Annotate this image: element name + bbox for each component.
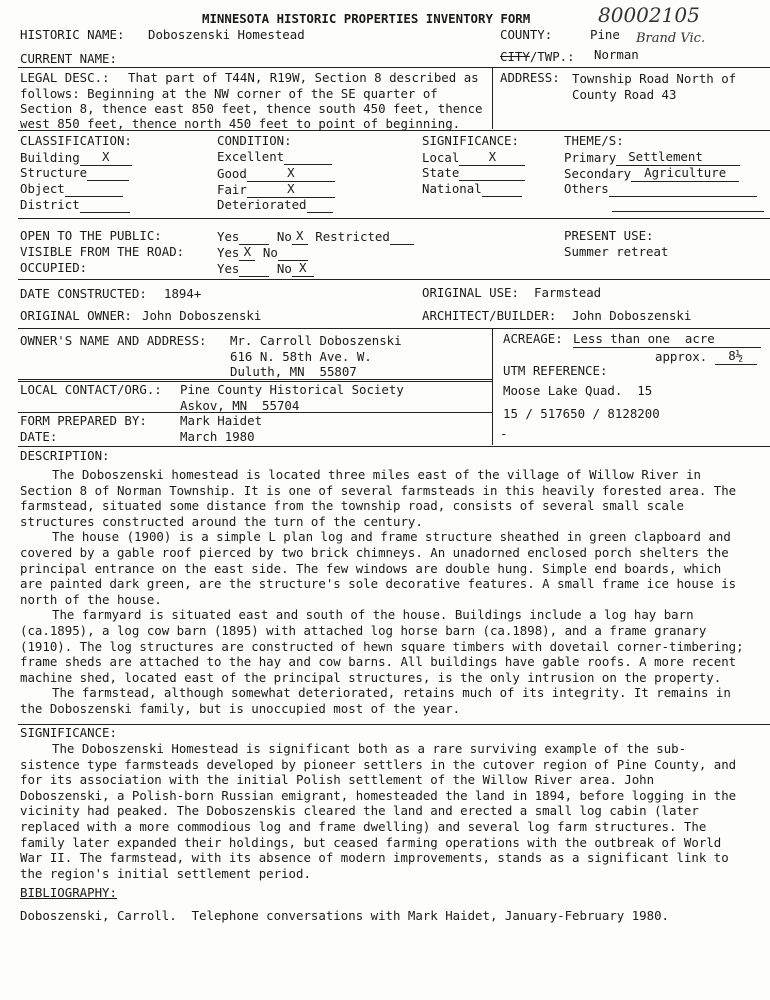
rule [492, 67, 493, 129]
owner-line: Mr. Carroll Doboszenski [230, 333, 402, 348]
utm-quad: Moose Lake Quad. 15 [503, 383, 653, 398]
handwritten-number: 80002105 [598, 3, 700, 27]
sig-state: State [422, 165, 525, 181]
local-contact-line: Askov, MN 55704 [180, 398, 300, 413]
local-contact-line: Pine County Historical Society [180, 382, 404, 397]
twp-value: Norman [594, 47, 639, 62]
date-value: March 1980 [180, 429, 255, 444]
cond-deteriorated: Deteriorated [217, 197, 333, 213]
county-label: COUNTY: [500, 27, 553, 42]
classification-label: CLASSIFICATION: [20, 133, 132, 148]
prepared-by-value: Mark Haidet [180, 413, 263, 428]
utm-label: UTM REFERENCE: [503, 363, 608, 378]
cond-excellent: Excellent [217, 149, 332, 165]
rule [18, 328, 770, 329]
rule [18, 279, 770, 280]
rule [18, 446, 770, 447]
city-twp-label [500, 49, 575, 65]
occupied-options: Yes No X [217, 260, 314, 277]
handwritten-note: Brand Vic. [636, 31, 706, 46]
acreage-value: Less than one acre [573, 331, 761, 348]
bibliography-entry: Doboszenski, Carroll. Telephone conversations with Mark Haidet, January-February 1980. [20, 908, 670, 923]
acreage-label: ACREAGE: [503, 331, 563, 346]
sig-local: Local X [422, 149, 525, 166]
form-title: MINNESOTA HISTORIC PROPERTIES INVENTORY FORM [202, 11, 531, 26]
class-district: District [20, 197, 130, 213]
sig-national: National [422, 181, 522, 197]
rule [492, 328, 493, 445]
date-label: DATE: [20, 429, 58, 444]
visible-road-options: Yes X No [217, 244, 308, 261]
date-constructed-label: DATE CONSTRUCTED: [20, 286, 147, 301]
rule [18, 218, 770, 219]
local-contact-label: LOCAL CONTACT/ORG.: [20, 382, 162, 397]
description-body [20, 467, 744, 717]
county-value: Pine [590, 27, 620, 42]
description-paragraph: The farmstead, although somewhat deteriorated, retains much of its integrity. It remains in the Doboszenski family, but is unoccupied most of the year. [20, 685, 731, 716]
owner-line: Duluth, MN 55807 [230, 364, 357, 379]
architect-label: ARCHITECT/BUILDER: [422, 308, 557, 323]
class-object: Object [20, 181, 123, 197]
rule [18, 67, 770, 68]
blank-line [612, 211, 764, 212]
current-name-label: CURRENT NAME: [20, 51, 117, 66]
owner-label: OWNER'S NAME AND ADDRESS: [20, 333, 207, 348]
open-public-options: Yes No X Restricted [217, 228, 414, 245]
class-structure: Structure [20, 165, 129, 181]
original-use-value: Farmstead [534, 285, 602, 300]
historic-name-label: HISTORIC NAME: [20, 27, 125, 42]
cond-good: Good X [217, 165, 335, 182]
significance-paragraph: The Doboszenski Homestead is significant both as a rare surviving example of the sub-sistence type farmsteads developed by pioneer settlers in the cutover region of Pine County, and for its association with the initial Polish settlement of the Willow River area. John Doboszenski, a Polish-born Russian emigrant, homesteaded the land in 1894, before logging in the vicinity had peaked. The Doboszenskis cleared the land and erected a small log cabin (later replaced with a more commodious log and frame dwelling) and several log farm structures. The family later expanded their holdings, but ceased farming operations with the outbreak of World War II. The farmstead, with its absence of modern improvements, stands as a significant link to the region's initial settlement period. [20, 741, 737, 881]
legal-desc-line: follows: Beginning at the NW corner of the SE quarter of [20, 86, 438, 101]
rule [18, 130, 770, 131]
legal-desc-line: That part of T44N, R19W, Section 8 described as [128, 70, 479, 85]
owner-line: 616 N. 58th Ave. W. [230, 349, 372, 364]
original-owner-label: ORIGINAL OWNER: [20, 308, 132, 323]
city-label: CITY [500, 49, 530, 64]
significance-body [20, 741, 744, 881]
address-line: County Road 43 [572, 87, 677, 102]
twp-label: /TWP.: [529, 49, 575, 64]
themes-label: THEME/S: [564, 133, 624, 148]
utm-coords: 15 / 517650 / 8128200 [503, 406, 660, 421]
theme-primary: Primary Settlement [564, 149, 740, 166]
rule [18, 379, 492, 380]
legal-desc-line: Section 8, thence east 850 feet, thence south 450 feet, thence [20, 101, 483, 116]
original-owner-value: John Doboszenski [142, 308, 262, 323]
prepared-by-label: FORM PREPARED BY: [20, 413, 147, 428]
legal-desc-line: west 850 feet, thence north 450 feet to point of beginning. [20, 116, 461, 131]
bibliography-label: BIBLIOGRAPHY: [20, 885, 117, 900]
description-paragraph: The house (1900) is a simple L plan log and frame structure sheathed in green clapboard and covered by a gable roof pierced by two brick chimneys. An unadorned enclosed porch shelters the principal entrance on the east side. The few windows are double hung. Simple end boards, which are painted dark green, are the structure's sole decorative features. A small frame ice house is north of the house. [20, 529, 737, 607]
theme-others: Others [564, 181, 757, 197]
cond-fair: Fair X [217, 181, 335, 198]
present-use-value: Summer retreat [564, 244, 669, 259]
theme-secondary: Secondary Agriculture [564, 165, 739, 182]
description-label: DESCRIPTION: [20, 448, 110, 463]
visible-road-label: VISIBLE FROM THE ROAD: [20, 244, 185, 259]
condition-label: CONDITION: [217, 133, 292, 148]
original-use-label: ORIGINAL USE: [422, 285, 519, 300]
acreage-approx: approx. 8½ [655, 348, 757, 365]
utm-dash: - [500, 426, 508, 441]
date-constructed-value: 1894+ [164, 286, 202, 301]
address-label: ADDRESS: [500, 70, 560, 85]
legal-desc-label: LEGAL DESC.: [20, 70, 110, 85]
description-paragraph: The farmyard is situated east and south of the house. Buildings include a log hay barn (ca.1895), a log cow barn (1895) with attached log horse barn (ca.1898), and a frame granary (1910). The log structures are constructed of hewn square timbers with dovetail corner-timbering; frame sheds are attached to the hay and cow barns. All buildings have gable roofs. A more recent machine shed, located east of the principal structures, is the only intrusion on the property. [20, 607, 744, 685]
significance-label: SIGNIFICANCE: [20, 725, 117, 740]
significance-level-label: SIGNIFICANCE: [422, 133, 519, 148]
occupied-label: OCCUPIED: [20, 260, 88, 275]
historic-name-value: Doboszenski Homestead [148, 27, 305, 42]
open-public-label: OPEN TO THE PUBLIC: [20, 228, 162, 243]
description-paragraph: The Doboszenski homestead is located three miles east of the village of Willow River in Section 8 of Norman Township. It is one of several farmsteads in this heavily forested area. The farmstead, situated some distance from the township road, consists of several small scale structures constructed around the turn of the century. [20, 467, 737, 529]
rule [18, 724, 770, 725]
present-use-label: PRESENT USE: [564, 228, 654, 243]
address-line: Township Road North of [572, 71, 737, 86]
architect-value: John Doboszenski [572, 308, 692, 323]
class-building: Building X [20, 149, 132, 166]
